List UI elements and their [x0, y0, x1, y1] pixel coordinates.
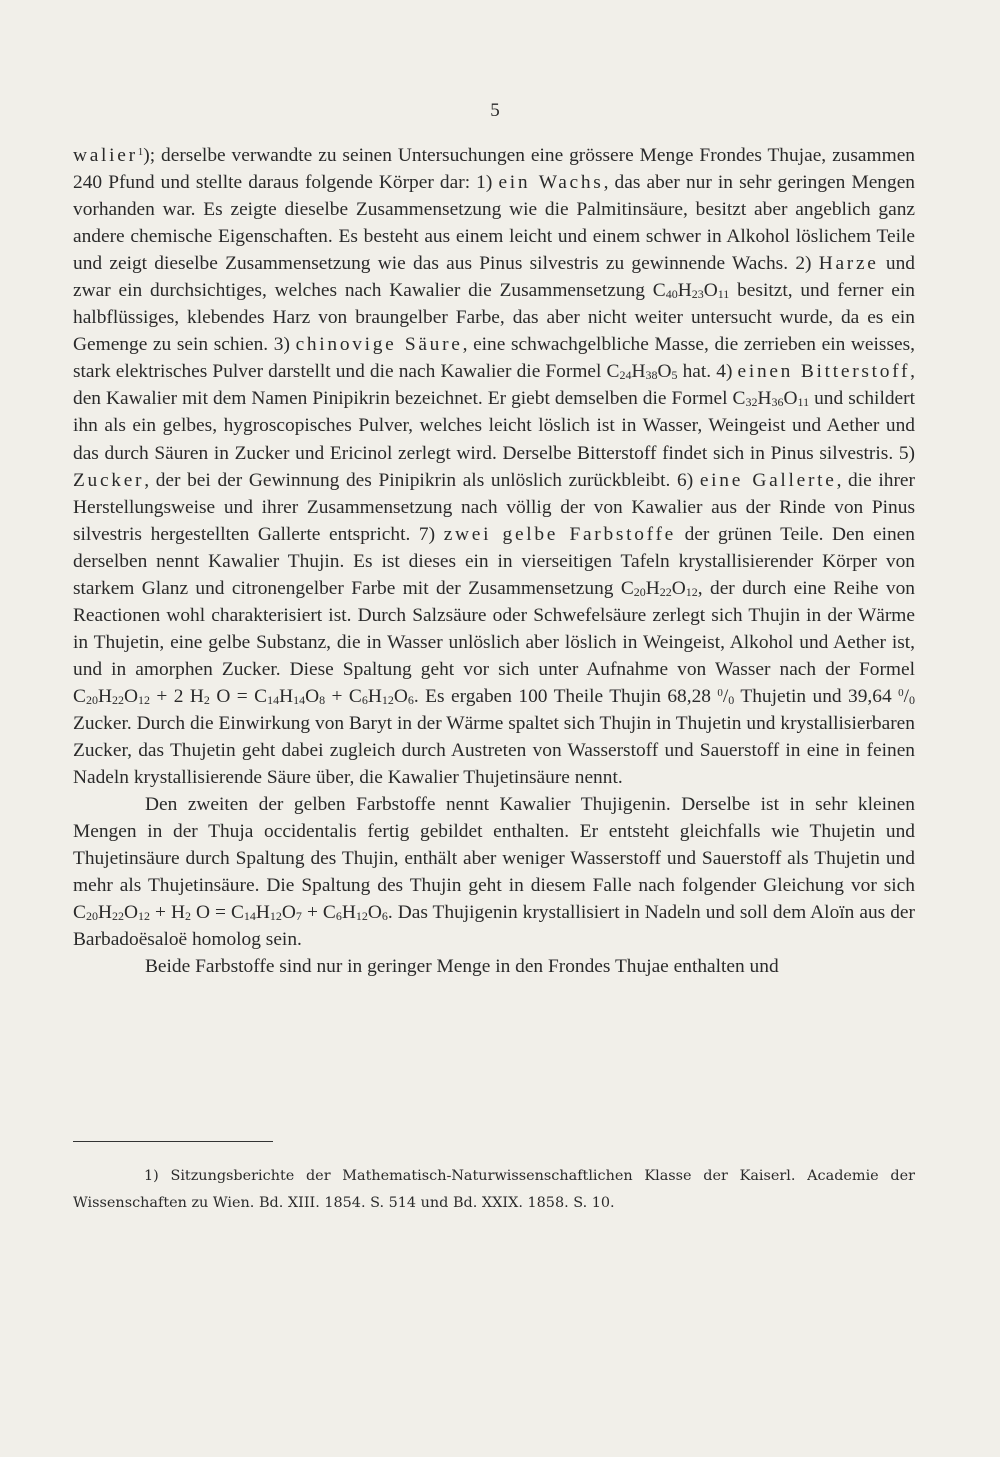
formula-subscript: 36 — [771, 395, 784, 410]
formula-element: O — [367, 902, 382, 924]
spaced-term-gallerte: eine Gallerte — [699, 469, 837, 491]
formula-element: O — [305, 685, 320, 707]
text-run: . Das Thujigenin krystallisiert in Nadeln und soll dem Aloïn aus der Barbadoësaloë homolog sein. — [73, 902, 915, 951]
text-run: Den zweiten der gelben Farbstoffe nennt Kawalier Thujigenin. Derselbe ist in sehr kleinen Mengen in der Thuja occidentalis fertig gebildet enthalten. Er entsteht gleichfalls wie Thujetin und Thujetinsäure durch Spaltung des Thujin, enthält aber weniger Wasserstoff und Sauerstoff als Thujetin und mehr als Thujetinsäure. Die Spaltung des Thujin geht in diesem Falle nach folgender Gleichung vor sich C — [73, 794, 915, 924]
formula-element: H — [279, 685, 294, 707]
formula-element: O = C — [209, 685, 268, 707]
formula-subscript: 12 — [137, 909, 150, 924]
formula-subscript: 2 — [203, 692, 210, 707]
text-run: , das aber nur in sehr geringen Mengen vorhanden war. Es zeigte dieselbe Zusammensetzung wie die Palmitinsäure, besitzt aber angeblich ganz andere chemische Eigenschaften. Es besteht aus einem leicht und einem schwer in Alkohol löslichem Teile und zeigt dieselbe Zusammensetzung wie das aus Pinus silvestris zu gewinnende Wachs. 2) — [73, 172, 915, 275]
formula-element: + H — [149, 902, 185, 924]
footnote-marker: 1 — [137, 146, 144, 158]
formula-subscript: 40 — [665, 287, 678, 302]
footnote-rule — [73, 1141, 273, 1142]
text-run: hat. 4) — [677, 361, 738, 383]
formula-element: H — [645, 577, 660, 599]
text-run: . Es ergaben 100 Theile Thujin 68,28 — [413, 685, 718, 707]
formula-subscript: 14 — [293, 692, 306, 707]
formula-subscript: 11 — [797, 395, 810, 410]
formula-subscript: 23 — [691, 287, 704, 302]
formula-subscript: 5 — [671, 368, 678, 383]
formula-element: + C — [301, 902, 336, 924]
percent-slash: / — [722, 685, 729, 707]
text-run: der grünen Teile. Den einen derselben nennt Kawalier Thujin. Es ist dieses ein in vierseitigen Tafeln krystallisierender Körper von starkem Glanz und citronengelber Farbe mit der Zusammensetzung C — [73, 523, 915, 599]
page-number: 5 — [490, 100, 500, 121]
formula-subscript: 2 — [184, 909, 191, 924]
spaced-term-zucker: Zucker — [73, 469, 145, 491]
percent-sup: 0 — [717, 686, 723, 699]
text-run: und schildert ihn als ein gelbes, hygroscopisches Pulver, welches leicht löslich ist in Wasser, Weingeist und Aether und das durch Säuren in Zucker und Ericinol zerlegt wird. Derselbe Bitterstoff findet sich in Pinus silvestris. 5) — [73, 388, 915, 464]
formula-subscript: 11 — [717, 287, 730, 302]
formula-subscript: 12 — [269, 909, 282, 924]
formula-element: O — [657, 361, 672, 383]
spaced-term-wachs: ein Wachs — [498, 172, 604, 194]
formula-subscript: 14 — [243, 909, 256, 924]
formula-subscript: 6 — [407, 692, 414, 707]
formula-element: O — [703, 280, 718, 302]
formula-element: O — [123, 902, 138, 924]
spaced-term-bitterstoff: einen Bitterstoff — [737, 361, 911, 383]
text-run: und zwar ein durchsichtiges, welches nach Kawalier die Zusammensetzung C — [73, 253, 915, 302]
formula-element: O — [671, 577, 686, 599]
formula-subscript: 22 — [111, 909, 124, 924]
formula-subscript: 12 — [381, 692, 394, 707]
formula-element: H — [255, 902, 270, 924]
percent-slash: / — [903, 685, 909, 707]
formula-subscript: 12 — [685, 584, 698, 599]
text-run: , der bei der Gewinnung des Pinipikrin als unlöslich zurückbleibt. 6) — [144, 469, 700, 491]
text-run: , die ihrer Herstellungsweise und ihrer Zusammensetzung nach völlig der von Kawalier aus der Rinde von Pinus silvestris hergestellten Gallerte entspricht. 7) — [73, 469, 916, 545]
formula-subscript: 22 — [111, 692, 124, 707]
formula-element: O — [393, 685, 408, 707]
formula-subscript: 20 — [85, 909, 98, 924]
formula-element: H — [757, 388, 772, 410]
formula-subscript: 6 — [381, 909, 388, 924]
formula-subscript: 24 — [619, 368, 632, 383]
author-name-fragment: walier — [73, 145, 138, 166]
text-run: , eine schwachgelbliche Masse, die zerrieben ein weisses, stark elektrisches Pulver darstellt und die nach Kawalier die Formel C — [73, 334, 916, 383]
spaced-term-farbstoffe: zwei gelbe Farbstoffe — [443, 523, 676, 545]
percent-sub: 0 — [728, 692, 735, 707]
text-run: , den Kawalier mit dem Namen Pinipikrin bezeichnet. Er giebt demselben die Formel C — [73, 361, 915, 410]
paragraph-1 — [73, 142, 915, 791]
formula-element: H — [631, 361, 646, 383]
formula-subscript: 32 — [745, 395, 758, 410]
percent-sup: 0 — [898, 686, 904, 699]
formula-element: H — [367, 685, 382, 707]
formula-subscript: 20 — [633, 584, 646, 599]
formula-subscript: 14 — [267, 692, 280, 707]
formula-subscript: 38 — [645, 368, 658, 383]
formula-element: H — [97, 685, 112, 707]
formula-element: H — [341, 902, 356, 924]
formula-subscript: 12 — [355, 909, 368, 924]
formula-subscript: 12 — [137, 692, 150, 707]
text-run: besitzt, und ferner ein halbflüssiges, klebendes Harz von braungelber Farbe, das aber nicht weiter untersucht wurde, da es ein Gemenge zu sein schien. 3) — [73, 280, 915, 356]
formula-element: O = C — [190, 902, 244, 924]
formula-subscript: 8 — [319, 692, 326, 707]
text-run: Beide Farbstoffe sind nur in geringer Menge in den Frondes Thujae enthalten und — [145, 956, 779, 978]
spaced-term-chinovige-saeure: chinovige Säure — [295, 334, 463, 356]
formula-element: O — [783, 388, 798, 410]
formula-subscript: 6 — [335, 909, 342, 924]
formula-subscript: 22 — [659, 584, 672, 599]
formula-element: + 2 H — [149, 685, 204, 707]
percent-sub: 0 — [908, 692, 915, 707]
paragraph-2 — [73, 791, 915, 953]
formula-element: H — [97, 902, 112, 924]
text-run: Zucker. Durch die Einwirkung von Baryt in der Wärme spaltet sich Thujin in Thujetin und krystallisierbaren Zucker, das Thujetin geht dabei zugleich durch Austreten von Wasserstoff und Sauerstoff in eine in feinen Nadeln krystallisierende Säure über, die Kawalier Thujetinsäure nennt. — [73, 712, 915, 789]
footnote-text: 1) Sitzungsberichte der Mathematisch-Naturwissenschaftlichen Klasse der Kaiserl. Academie der Wissenschaften zu Wien. Bd. XIII. 1854. S. 514 und Bd. XXIX. 1858. S. 10. — [73, 1168, 915, 1211]
formula-element: O — [281, 902, 296, 924]
formula-element: + C — [325, 685, 362, 707]
footnote — [73, 1163, 915, 1217]
paragraph-3 — [73, 953, 915, 980]
formula-element: H — [677, 280, 692, 302]
text-run: ); derselbe verwandte zu seinen Untersuchungen eine grössere Menge Frondes Thujae, zusammen 240 Pfund und stellte daraus folgende Körper dar: 1) — [73, 145, 915, 194]
body-text — [73, 142, 915, 980]
spaced-term-harze: Harze — [818, 253, 879, 275]
formula-subscript: 6 — [361, 692, 368, 707]
formula-subscript: 7 — [295, 909, 302, 924]
formula-subscript: 20 — [85, 692, 98, 707]
text-run: Thujetin und 39,64 — [734, 685, 899, 707]
text-run: , der durch eine Reihe von Reactionen wohl charakterisiert ist. Durch Salzsäure oder Schwefelsäure zerlegt sich Thujin in der Wärme in Thujetin, eine gelbe Substanz, die in Wasser unlöslich aber löslich in Weingeist, Alkohol und Aether ist, und in amorphen Zucker. Diese Spaltung geht vor sich unter Aufnahme von Wasser nach der Formel C — [73, 577, 915, 707]
formula-element: O — [123, 685, 138, 707]
